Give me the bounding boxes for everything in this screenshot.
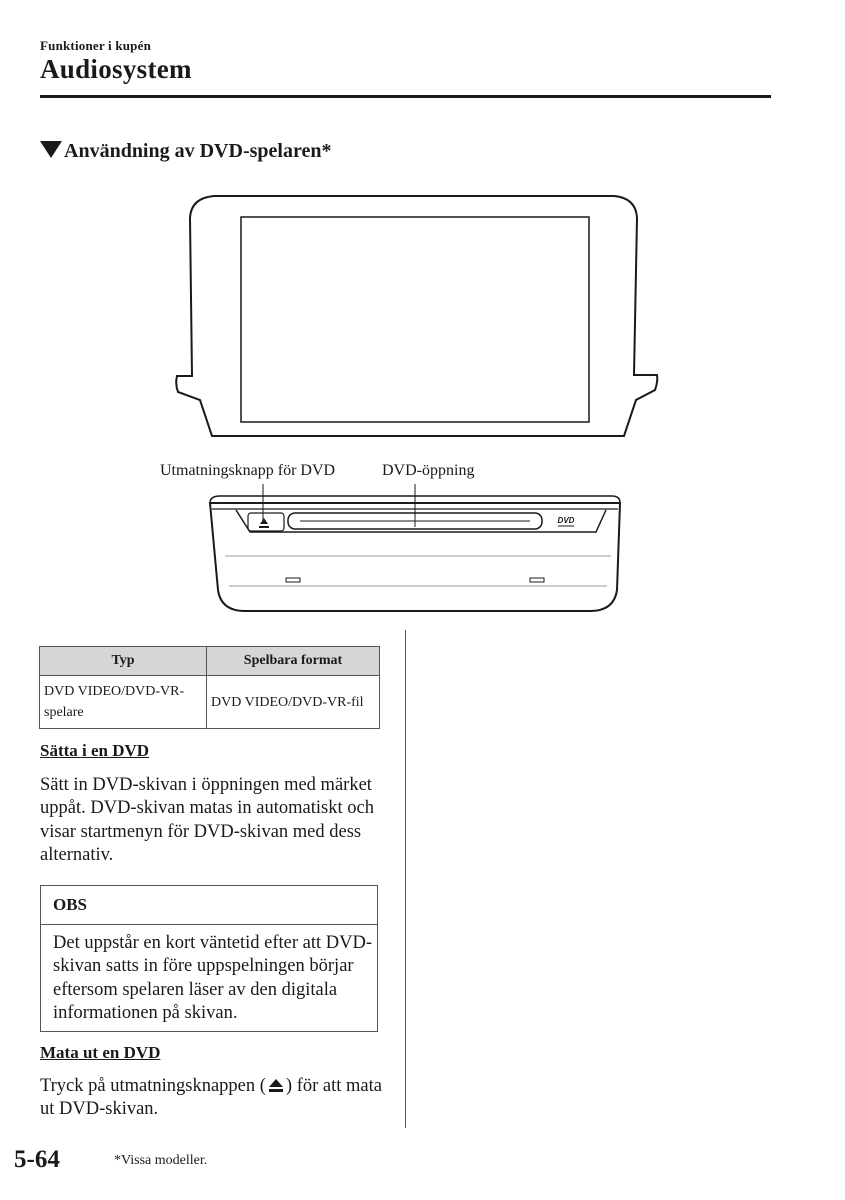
table-header-type: Typ (40, 647, 207, 676)
table-cell-format: DVD VIDEO/DVD-VR-fil (207, 676, 380, 729)
page-number: 5-64 (14, 1146, 60, 1173)
eject-dvd-text (40, 1075, 385, 1122)
eject-text-before: Tryck på utmatningsknappen ( (40, 1076, 266, 1096)
display-screen (241, 217, 589, 422)
note-heading: OBS (41, 886, 377, 925)
note-text: Det uppstår en kort väntetid efter att DVD-skivan satts in före uppspelningen börjar eftersom spelaren läser av den digitala informationen på skivan. (53, 933, 373, 1023)
eject-dvd-heading: Mata ut en DVD (40, 1043, 161, 1062)
table-header-row (40, 647, 380, 676)
table-header-formats: Spelbara format (207, 647, 380, 676)
footnote: *Vissa modeller. (114, 1153, 208, 1168)
insert-dvd-text: Sätt in DVD-skivan i öppningen med märket uppåt. DVD-skivan matas in automatiskt och visar startmenyn för DVD-skivan med dess alternativ. (40, 775, 374, 865)
display-bezel (176, 196, 657, 436)
insert-dvd-heading: Sätta i en DVD (40, 741, 150, 760)
table-row (40, 676, 380, 729)
eject-icon (269, 1079, 283, 1092)
note-box (40, 885, 378, 1032)
dvd-video-logo-icon: DVD (557, 516, 575, 525)
table-cell-type: DVD VIDEO/DVD-VR-spelare (40, 676, 207, 729)
format-table (39, 646, 380, 729)
section-heading-text: Användning av DVD-spelaren* (64, 140, 332, 162)
disc-slot-callout: DVD-öppning (382, 462, 475, 479)
eject-button-callout: Utmatningsknapp för DVD (160, 462, 336, 479)
eject-text-after: ) för att mata ut DVD-skivan. (40, 1076, 382, 1120)
chapter-label: Funktioner i kupén (40, 38, 152, 53)
eject-icon (259, 518, 269, 528)
column-divider (405, 630, 406, 1128)
page-title: Audiosystem (40, 54, 192, 84)
